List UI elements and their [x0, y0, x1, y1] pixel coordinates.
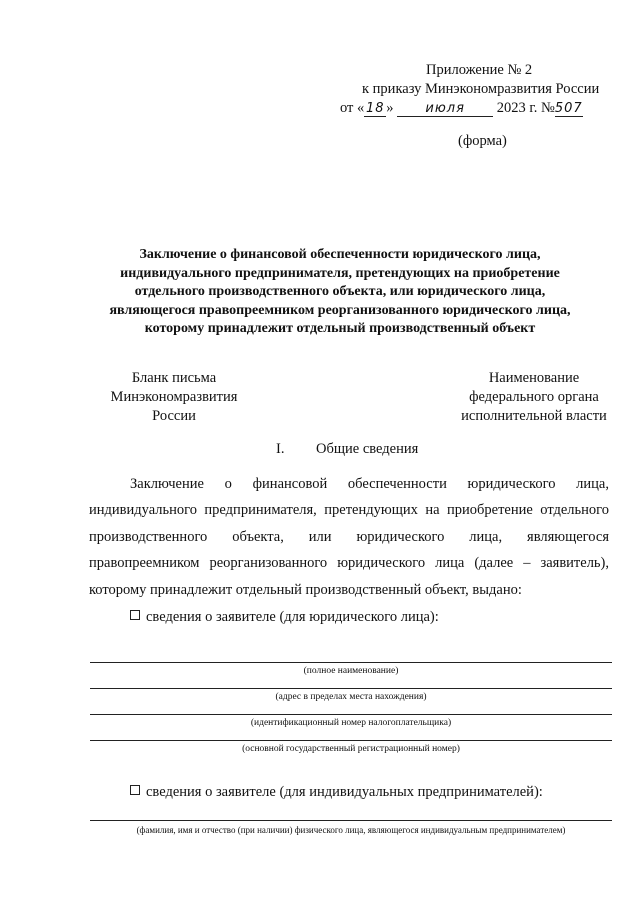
authority-line: Наименование [488, 370, 580, 386]
appendix-title: Приложение № 2 [426, 62, 533, 78]
title-line: индивидуального предпринимателя, претендующих на приобретение [120, 265, 560, 281]
paragraph-line: Заключение о финансовой обеспеченности юридического лица, [130, 476, 609, 492]
checkbox-icon[interactable] [130, 610, 140, 620]
inn-field[interactable] [90, 714, 612, 715]
paragraph-line: производственного объекта, или юридического лица, являющегося [89, 528, 609, 545]
letterhead-line: России [152, 408, 196, 424]
legal-entity-label: сведения о заявителе (для юридического лица): [146, 609, 439, 625]
individual-entrepreneur-label: сведения о заявителе (для индивидуальных предпринимателей): [146, 784, 543, 800]
date-year: 2023 г. № [496, 100, 555, 116]
document-title [95, 246, 585, 339]
section-number: I. [276, 441, 285, 457]
appendix-date-line [340, 99, 610, 118]
date-day: 18 [366, 101, 385, 116]
date-prefix: от « [340, 100, 365, 116]
field-caption: (идентификационный номер налогоплательщика) [250, 718, 452, 728]
individual-entrepreneur-option[interactable] [130, 784, 543, 801]
intro-paragraph [89, 471, 609, 603]
title-line: являющегося правопреемником реорганизованного юридического лица, [109, 302, 571, 318]
field-caption: (фамилия, имя и отчество (при наличии) физического лица, являющегося индивидуальным предпринимателем) [136, 825, 566, 835]
paragraph-line: которому принадлежит отдельный производственный объект, выдано: [89, 581, 522, 598]
full-name-field[interactable] [90, 662, 612, 663]
address-field[interactable] [90, 688, 612, 689]
appendix-order-line: к приказу Минэкономразвития России [362, 81, 600, 97]
legal-entity-option[interactable] [130, 609, 439, 626]
letterhead-line: Минэкономразвития [110, 389, 238, 405]
paragraph-line: индивидуального предпринимателя, претендующих на приобретение отдельного [89, 502, 609, 519]
date-quote: » [386, 100, 394, 116]
title-line: отдельного производственного объекта, или юридического лица, [134, 284, 546, 300]
authority-line: исполнительной власти [461, 408, 607, 424]
order-number: 507 [554, 101, 583, 116]
authority-line: федерального органа [469, 389, 599, 405]
entrepreneur-name-field[interactable] [90, 820, 612, 821]
date-month: июля [397, 101, 493, 117]
title-line: которому принадлежит отдельный производственный объект [144, 321, 536, 337]
field-caption: (полное наименование) [303, 666, 399, 676]
appendix-header [340, 61, 610, 118]
authority-block [448, 369, 620, 426]
letterhead-block [90, 369, 258, 426]
title-line: Заключение о финансовой обеспеченности юридического лица, [139, 247, 541, 262]
form-label: (форма) [458, 133, 507, 149]
letterhead-line: Бланк письма [131, 370, 217, 386]
field-caption: (основной государственный регистрационный номер) [242, 744, 460, 754]
ogrn-field[interactable] [90, 740, 612, 741]
checkbox-icon[interactable] [130, 785, 140, 795]
section-title: Общие сведения [316, 441, 419, 457]
field-caption: (адрес в пределах места нахождения) [275, 692, 427, 702]
paragraph-line: правопреемником реорганизованного юридического лица (далее – заявитель), [89, 555, 609, 572]
